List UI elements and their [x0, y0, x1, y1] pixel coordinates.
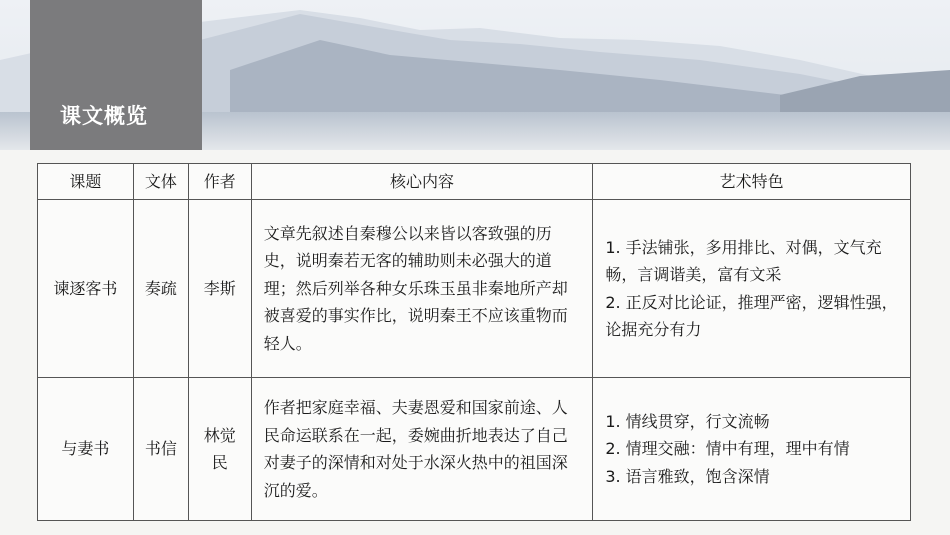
cell-author [188, 378, 251, 521]
header-banner [0, 0, 950, 150]
header-core-content: 核心内容 [251, 164, 593, 200]
cell-content: 作者把家庭幸福、夫妻恩爱和国家前途、人民命运联系在一起，委婉曲折地表达了自己对妻子的深情和对处于水深火热中的祖国深沉的爱。 [251, 378, 593, 521]
cell-features [593, 378, 911, 521]
cell-genre: 书信 [133, 378, 188, 521]
cell-content: 文章先叙述自秦穆公以来皆以客致强的历史，说明秦若无客的辅助则未必强大的道理；然后列举各种女乐珠玉虽非秦地所产却被喜爱的事实作比，说明秦王不应该重物而轻人。 [251, 200, 593, 378]
page-title: 课文概览 [60, 104, 148, 128]
table-row [38, 200, 911, 378]
header-art-features: 艺术特色 [593, 164, 911, 200]
feature-item: 1. 手法铺张，多用排比、对偶，文气充畅，言调谐美，富有文采 [605, 237, 882, 284]
author-line: 民 [211, 453, 228, 472]
header-author: 作者 [188, 164, 251, 200]
table-row [38, 378, 911, 521]
cell-author [188, 200, 251, 378]
feature-item: 1. 情线贯穿，行文流畅 [605, 411, 770, 431]
author-line: 林觉 [203, 425, 236, 445]
cell-topic: 与妻书 [38, 378, 134, 521]
author-line: 李斯 [203, 278, 236, 298]
cell-topic: 谏逐客书 [38, 200, 134, 378]
feature-item: 2. 情理交融：情中有理，理中有情 [605, 439, 850, 459]
cell-genre: 奏疏 [133, 200, 188, 378]
feature-item: 3. 语言雅致，饱含深情 [605, 466, 770, 486]
lesson-overview-table [37, 163, 911, 521]
feature-item: 2. 正反对比论证，推理严密，逻辑性强，论据充分有力 [605, 292, 898, 339]
header-topic: 课题 [38, 164, 134, 200]
header-genre: 文体 [133, 164, 188, 200]
title-block [30, 0, 202, 150]
cell-features [593, 200, 911, 378]
table-header-row [38, 164, 911, 200]
